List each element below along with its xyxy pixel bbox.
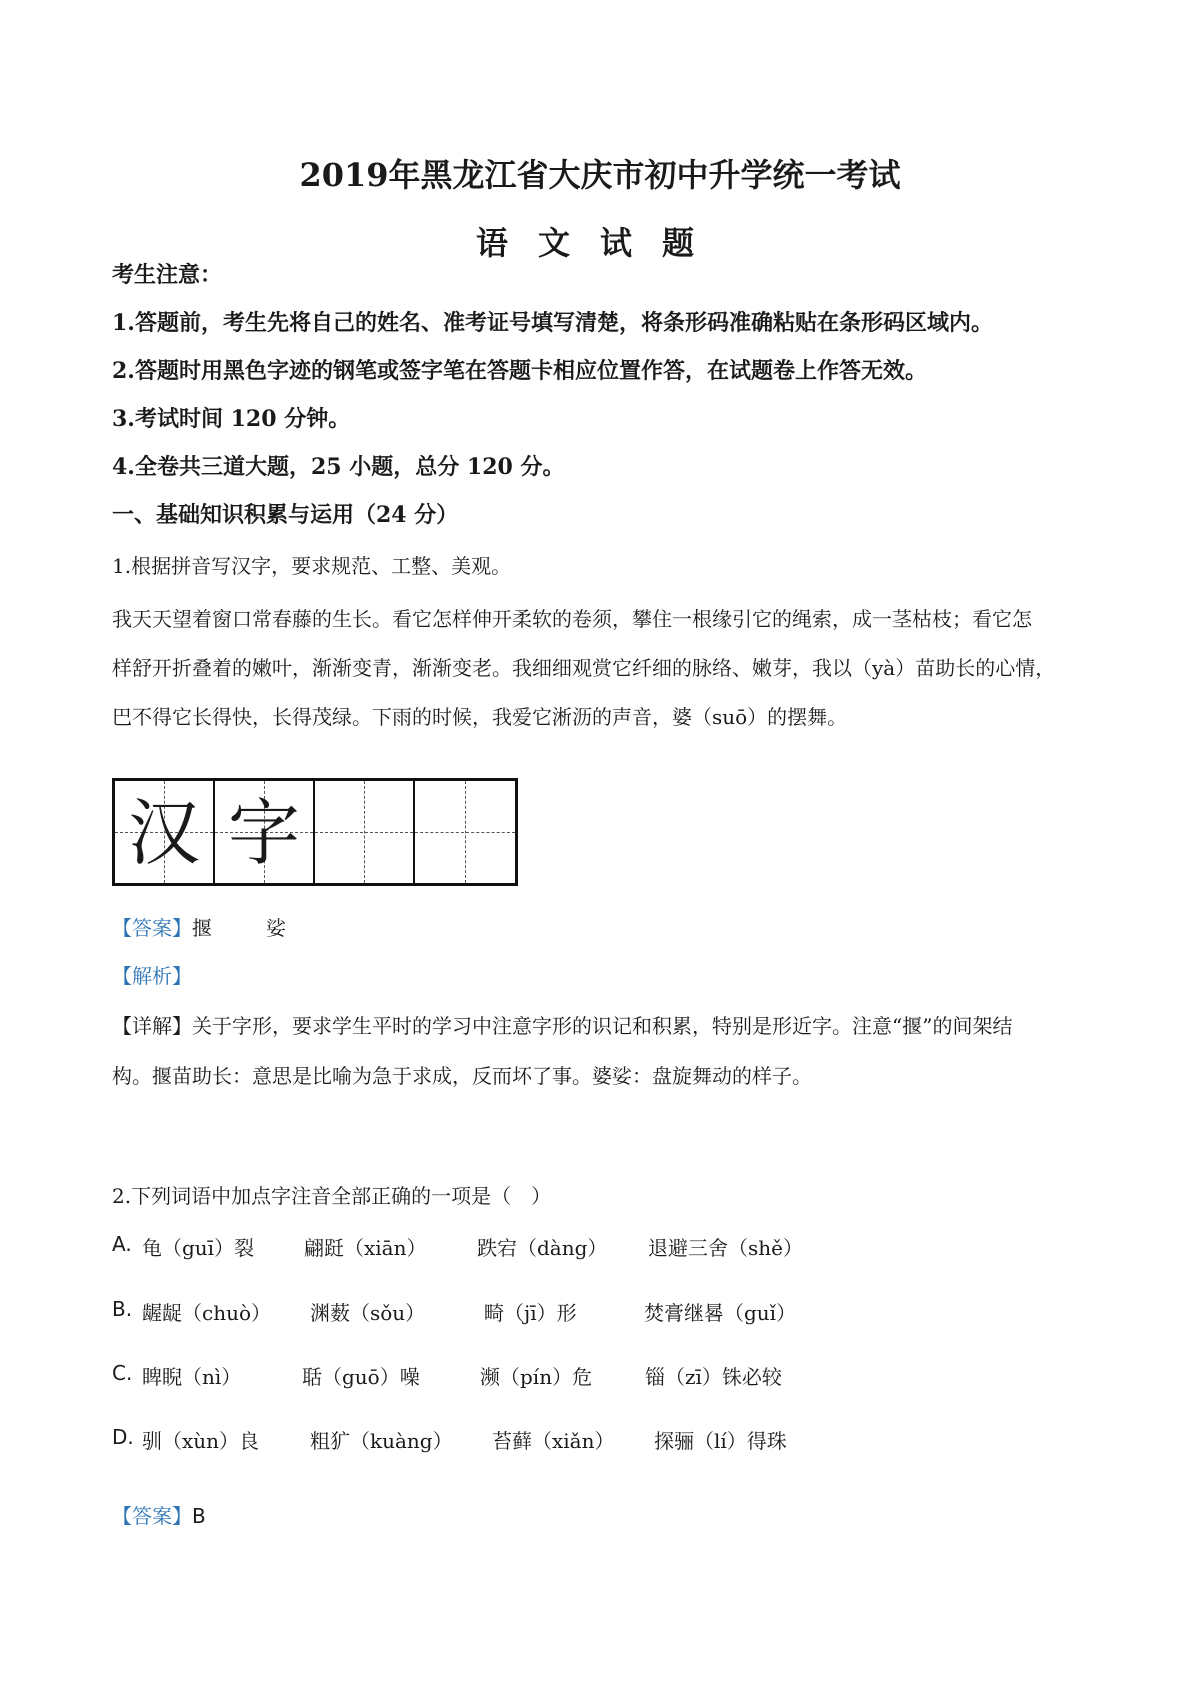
option-item: 苔藓（xiǎn） xyxy=(492,1429,615,1453)
passage-line: 我天天望着窗口常春藤的生长。看它怎样伸开柔软的卷须，攀住一根缘引它的绳索，成一茎枯枝；看它怎 xyxy=(112,607,1032,631)
notice-item: 2.答题时用黑色字迹的钢笔或签字笔在答题卡相应位置作答，在试题卷上作答无效。 xyxy=(112,358,927,384)
option-item: 聒（guō）噪 xyxy=(302,1365,420,1389)
option-item: 龌龊（chuò） xyxy=(142,1301,272,1325)
exam-subtitle: 语文试题 xyxy=(475,224,724,262)
answer-tag: 【答案】 xyxy=(112,916,192,940)
option-letter: C. xyxy=(112,1361,133,1385)
notice-heading: 考生注意： xyxy=(112,262,223,288)
option-item: 畸（jī）形 xyxy=(484,1301,577,1325)
option-c xyxy=(112,1361,1012,1391)
option-letter: B. xyxy=(112,1297,133,1321)
option-item: 龟（guī）裂 xyxy=(142,1236,255,1260)
option-item: 睥睨（nì） xyxy=(142,1365,242,1389)
answer-text: B xyxy=(192,1504,206,1528)
question-1-prompt: 1.根据拼音写汉字，要求规范、工整、美观。 xyxy=(112,554,512,578)
option-item: 濒（pín）危 xyxy=(480,1365,593,1389)
option-item: 翩跹（xiān） xyxy=(304,1236,427,1260)
notice-item: 4.全卷共三道大题，25 小题，总分 120 分。 xyxy=(112,454,565,480)
option-item: 焚膏继晷（guǐ） xyxy=(644,1301,797,1325)
option-a xyxy=(112,1232,1012,1262)
grid-char: 字 xyxy=(227,791,300,875)
option-item: 渊薮（sǒu） xyxy=(310,1301,426,1325)
detail-line: 构。揠苗助长：意思是比喻为急于求成，反而坏了事。婆娑：盘旋舞动的样子。 xyxy=(112,1064,812,1088)
option-item: 探骊（lí）得珠 xyxy=(654,1429,787,1453)
exam-title: 2019年黑龙江省大庆市初中升学统一考试 xyxy=(299,156,901,194)
answer-line-2 xyxy=(112,1500,206,1529)
grid-cell xyxy=(215,781,315,883)
detail-tag: 【详解】 xyxy=(112,1014,192,1038)
answer-text: 揠 xyxy=(192,916,212,940)
passage-line: 样舒开折叠着的嫩叶，渐渐变青，渐渐变老。我细细观赏它纤细的脉络、嫩芽，我以（yà）苗助长的心情， xyxy=(112,656,1056,680)
grid-char: 汉 xyxy=(127,791,200,875)
answer-line-1 xyxy=(112,912,286,941)
question-2-prompt: 2.下列词语中加点字注音全部正确的一项是（ ） xyxy=(112,1184,552,1208)
section-heading: 一、基础知识积累与运用（24 分） xyxy=(112,502,459,528)
answer-text: 娑 xyxy=(266,916,286,940)
grid-cell xyxy=(115,781,215,883)
notice-item: 3.考试时间 120 分钟。 xyxy=(112,406,351,432)
option-letter: D. xyxy=(112,1425,134,1449)
option-item: 锱（zī）铢必较 xyxy=(645,1365,782,1389)
option-letter: A. xyxy=(112,1232,132,1256)
detail-line xyxy=(112,1010,1012,1039)
analysis-tag: 【解析】 xyxy=(112,964,192,988)
grid-cell xyxy=(315,781,415,883)
option-d xyxy=(112,1425,1012,1455)
notice-item: 1.答题前，考生先将自己的姓名、准考证号填写清楚，将条形码准确粘贴在条形码区域内。 xyxy=(112,310,993,336)
option-b xyxy=(112,1297,1012,1327)
grid-cell xyxy=(415,781,515,883)
option-item: 退避三舍（shě） xyxy=(648,1236,803,1260)
option-item: 驯（xùn）良 xyxy=(142,1429,260,1453)
option-item: 跌宕（dàng） xyxy=(477,1236,608,1260)
passage-line: 巴不得它长得快，长得茂绿。下雨的时候，我爱它淅沥的声音，婆（suō）的摆舞。 xyxy=(112,705,848,729)
detail-text: 关于字形，要求学生平时的学习中注意字形的识记和积累，特别是形近字。注意“揠”的间架结 xyxy=(192,1014,1013,1038)
writing-grid xyxy=(112,778,518,886)
answer-tag: 【答案】 xyxy=(112,1504,192,1528)
option-item: 粗犷（kuàng） xyxy=(310,1429,453,1453)
